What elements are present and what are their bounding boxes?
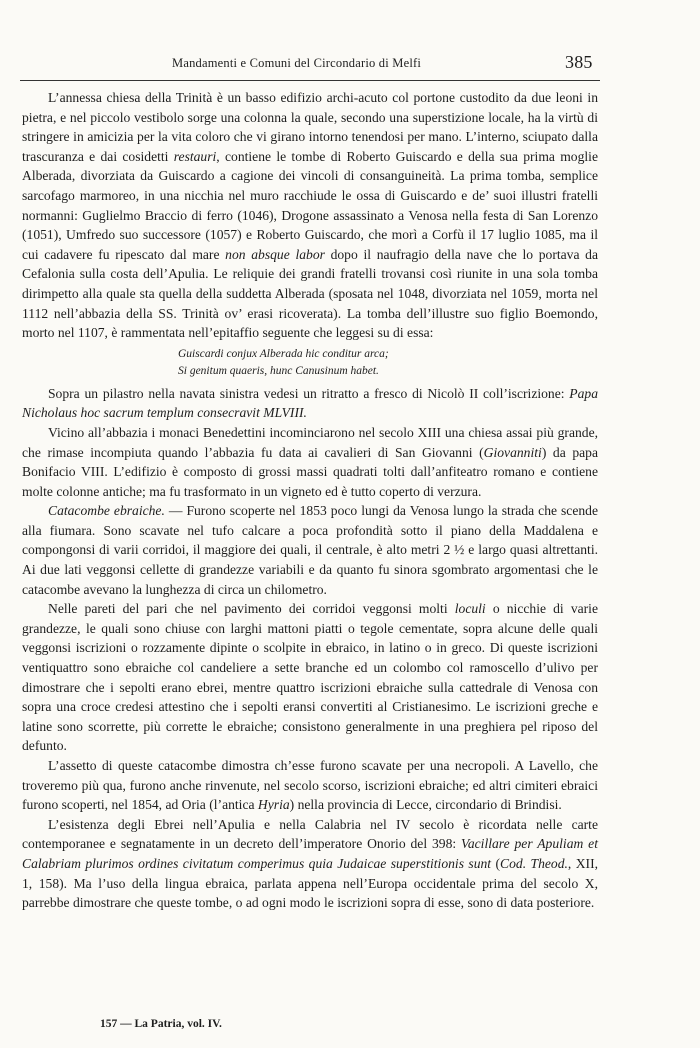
italic-run: loculi — [454, 601, 486, 617]
running-title: Mandamenti e Comuni del Circondario di Melfi — [172, 56, 422, 70]
italic-run: Papa Nicholaus hoc sacrum templum consecravit MLVIII. — [22, 385, 598, 421]
paragraph: L’annessa chiesa della Trinità è un basso edifizio archi-acuto col portone custodito da due leoni in pietra, e nel piccolo vestibolo sorge una colonna la quale, secondo una superstizione locale, ha la virtù di stringere in amicizia per la vita coloro che vi girano intorno tenendosi per mano. L’interno, sciupato dalla trascuranza e dai cosidetti restauri, contiene le tombe di Roberto Guiscardo e della sua prima moglie Alberada, divorziata da Guiscardo a cagione dei vincoli di consanguineità. La prima tomba, semplice sarcofago marmoreo, in una nicchia nel muro racchiude le ossa di Guiscardo e de’ suoi illustri fratelli normanni: Guglielmo Braccio di ferro (1046), Drogone assassinato a Venosa nella festa di San Lorenzo (1051), Umfredo suo successore (1057) e Roberto Guiscardo, che morì a Corfù il 17 luglio 1085, ma il cui cadavere fu ripescato dal mare non absque labor dopo il naufragio della nave che lo portava da Cefalonia sulla costa dell’Apulia. Le reliquie dei grandi fratelli trovansi così riunite in una sola tomba dirimpetto alla quale sta quella della suddetta Alberada (sposata nel 1048, divorziata nel 1059, morta nel 1112 nell’abbazia della SS. Trinità ov’ erasi ricoverata). La tomba dell’illustre suo figlio Boemondo, morto nel 1107, è rammentata nell’epitaffio seguente che leggesi su di essa: — [22, 90, 598, 341]
italic-run: non absque labor — [225, 246, 325, 262]
header-rule — [20, 80, 600, 81]
signature-mark: 157 — La Patria, vol. IV. — [100, 1018, 222, 1030]
italic-run: Vacillare per Apuliam et Calabriam plurimos ordines civitatum comperimus quia Judaicae superstitionis sunt — [22, 836, 598, 871]
paragraph: Vicino all’abbazia i monaci Benedettini incominciarono nel secolo XIII una chiesa assai più grande, che rimase incompiuta quando l’abbazia fu data ai cavalieri di San Giovanni (Giovanniti) da papa Bonifacio VIII. L’edifizio è composto di grossi massi quadrati tolti dall’anfiteatro romano e contiene molte colonne antiche; ma fu trasformato in un vigneto ed è tutto coperto di verzura. — [22, 424, 598, 499]
italic-run: Cod. Theod. — [500, 855, 568, 871]
paragraph: L’esistenza degli Ebrei nell’Apulia e nella Calabria nel IV secolo è ricordata nelle carte contemporanee e segnatamente in un decreto dell’imperatore Onorio del 398: Vacillare per Apuliam et Calabriam plurimos ordines civitatum comperimus quia Judaicae superstitionis sunt (Cod. Theod., XII, 1, 158). Ma l’uso della lingua ebraica, parlata appena nell’Europa occidentale prima del secolo X, parrebbe dimostrare che queste tombe, o ad ogni modo le iscrizioni sopra di esse, sono di data posteriore. — [22, 816, 598, 911]
italic-run: restauri — [173, 148, 217, 164]
epitaph-line: Guiscardi conjux Alberada hic conditur arca; — [178, 347, 389, 360]
body-text — [22, 88, 598, 913]
paragraph: L’assetto di queste catacombe dimostra ch’esse furono scavate per una necropoli. A Lavello, che troveremo più qua, furono anche rinvenute, nel secolo scorso, iscrizioni ebraiche; ed altri cimiteri ebraici furono scoperti, nel 1854, ad Oria (l’antica Hyria) nella provincia di Lecce, circondario di Brindisi. — [22, 758, 598, 813]
page-number: 385 — [565, 52, 593, 72]
paragraph: Nelle pareti del pari che nel pavimento dei corridoi veggonsi molti loculi o nicchie di varie grandezze, le quali sono chiuse con larghi mattoni piatti o tegole cementate, sopra alcune delle quali veggonsi iscrizioni o rozzamente dipinte o scolpite in ebraico, in latino o in greco. Di queste iscrizioni ventiquattro sono ebraiche col candeliere a sette branche ed un colombo col ramoscello d’ulivo per dimostrare che i sepolti erano ebrei, mentre quattro iscrizioni ebraiche sulla cattedrale di Venosa con sopra una croce credesi attestino che i sepolti eransi convertiti al Cristianesimo. Le iscrizioni greche e latine sono scorrette, più corrette le ebraiche; consistono generalmente in una preghiera pel riposo del defunto. — [22, 601, 598, 754]
italic-run: Hyria — [257, 797, 290, 813]
italic-run: Giovanniti — [483, 444, 542, 460]
epitaph-quote — [178, 346, 598, 380]
paragraph: Catacombe ebraiche. — Furono scoperte nel 1853 poco lungi da Venosa lungo la strada che scende alla fiumara. Sono scavate nel tufo calcare a poca profondità sotto il piano della Maddalena e compongonsi di varii corridoi, il maggiore dei quali, il centrale, è alto metri 2 ½ e largo quasi altrettanti. Ai due lati veggonsi cellette di grandezze variabili e da quanto fu sinora sgombrato argomentasi che le catacombe avevano la lunghezza di circa un chilometro. — [22, 503, 598, 597]
paragraph: Sopra un pilastro nella navata sinistra vedesi un ritratto a fresco di Nicolò II coll’iscrizione: Papa Nicholaus hoc sacrum templum consecravit MLVIII. — [22, 385, 598, 421]
epitaph-line: Si genitum quaeris, hunc Canusinum habet. — [178, 364, 379, 377]
italic-run: Catacombe ebraiche. — [48, 503, 165, 519]
